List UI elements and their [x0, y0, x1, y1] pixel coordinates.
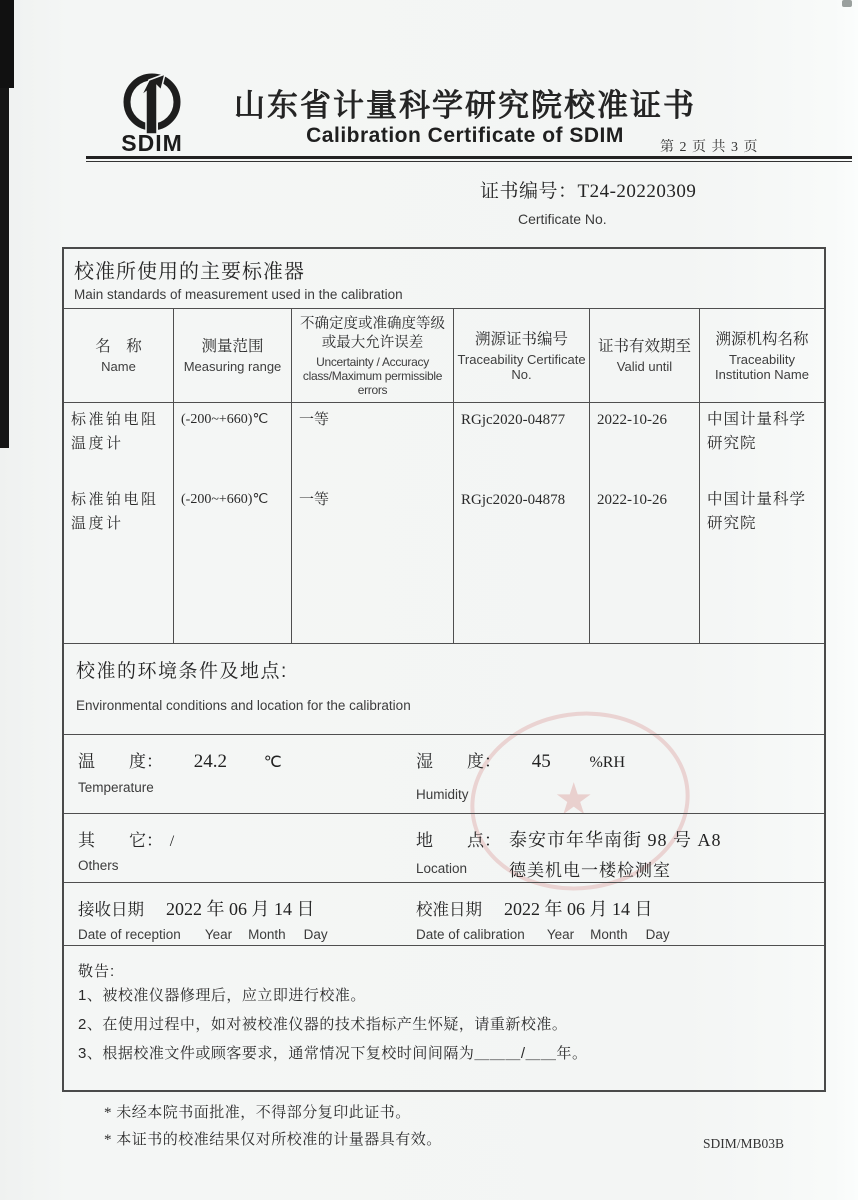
header-rule: [86, 156, 852, 162]
footer-note-2: * 本证书的校准结果仅对所校准的计量器具有效。: [104, 1132, 442, 1148]
environment-title-zh: 校准的环境条件及地点:: [76, 661, 288, 682]
standards-section-title: [64, 249, 824, 309]
temperature-label-en: Temperature: [78, 780, 154, 795]
scan-edge-artifact-top: [0, 0, 14, 88]
table-cell: 标准铂电阻温度计: [71, 412, 159, 452]
col-header-uncertainty: 不确定度或准确度等级或最大允许误差 Uncertainty / Accuracy class/Maximum permissible errors: [292, 309, 454, 402]
notice-item-2: 2、在使用过程中，如对被校准仪器的技术指标产生怀疑，请重新校准。: [78, 1016, 568, 1033]
col-header-traceability-institution: 溯源机构名称 Traceability Institution Name: [715, 330, 809, 382]
col-header-measuring-range: 测量范围 Measuring range: [174, 309, 292, 402]
footer-note-1: * 未经本院书面批准，不得部分复印此证书。: [104, 1105, 411, 1121]
others-label-en: Others: [78, 858, 119, 873]
table-cell: (-200~+660)℃: [181, 492, 269, 507]
location-line1: 泰安市年华南街 98 号 A8: [509, 830, 722, 850]
form-code: SDIM/MB03B: [702, 1136, 784, 1151]
location-label-zh: 地 点：: [416, 831, 501, 850]
notice-section: [64, 946, 824, 1090]
certificate-title-zh: 山东省计量科学研究院校准证书: [234, 88, 696, 123]
calibration-label-en: Date of calibration: [416, 927, 525, 942]
certificate-number-en-label: Certificate No.: [518, 211, 607, 227]
sdim-logo: [100, 72, 204, 164]
column-range: [174, 403, 292, 643]
humidity-block: [414, 735, 824, 813]
certificate-number-block: [480, 176, 852, 227]
standards-table-body: [64, 403, 824, 644]
humidity-label-zh: 湿 度： 45 %RH: [416, 751, 626, 772]
temperature-block: [64, 735, 414, 813]
footer-notes: [104, 1100, 442, 1154]
notice-title: 敬告:: [78, 963, 116, 980]
reception-label-en: Date of reception: [78, 927, 181, 942]
table-cell: 2022-10-26: [597, 492, 667, 508]
certificate-number: 证书编号：T24-20220309: [480, 181, 697, 202]
others-block: [64, 814, 414, 882]
notice-item-1: 1、被校准仪器修理后，应立即进行校准。: [78, 987, 366, 1004]
temperature-value: 24.2: [193, 751, 227, 772]
page-indicator: 第 2 页 共 3 页: [660, 140, 759, 155]
location-block: [414, 814, 824, 882]
dates-row: [64, 883, 824, 946]
table-cell: 一等: [299, 492, 330, 508]
temperature-humidity-row: [64, 735, 824, 814]
table-cell: (-200~+660)℃: [181, 412, 269, 427]
humidity-label-en: Humidity: [416, 787, 469, 802]
sdim-logo-text: SDIM: [121, 130, 183, 156]
others-label-zh: 其 它： /: [78, 831, 175, 850]
certificate-title-en: Calibration Certificate of SDIM: [306, 124, 624, 147]
location-line2: 德美机电一楼检测室: [509, 861, 671, 880]
table-cell: 中国计量科学研究院: [707, 491, 807, 532]
col-header-traceability-cert-no: 溯源证书编号 Traceability Certificate No.: [454, 309, 590, 402]
location-label-en: Location: [416, 861, 468, 876]
column-uncertainty: [292, 403, 454, 643]
humidity-unit: %RH: [589, 754, 626, 771]
humidity-value: 45: [531, 751, 551, 772]
temperature-label-zh: 温 度： 24.2 ℃: [78, 751, 282, 772]
sdim-logo-icon: [113, 72, 191, 136]
standards-table-header: [64, 309, 824, 403]
certificate-main-table: [62, 247, 826, 1092]
table-cell: RGjc2020-04878: [461, 492, 566, 508]
reception-date-block: 接收日期 2022 年 06 月 14 日 Date of reception Year Month Day: [64, 883, 414, 945]
calibration-date-value: 2022 年 06 月 14 日: [504, 899, 653, 919]
table-cell: 2022-10-26: [597, 412, 667, 428]
others-location-row: [64, 814, 824, 883]
table-cell: 标准铂电阻温度计: [71, 492, 159, 532]
column-name: [64, 403, 174, 643]
col-header-name: 名 称 Name: [64, 309, 174, 402]
reception-label-zh: 接收日期: [78, 901, 144, 919]
column-traceability-cert: [454, 403, 590, 643]
scan-corner-speck: [842, 0, 852, 7]
calibration-date-block: 校准日期 2022 年 06 月 14 日 Date of calibration Year Month Day: [414, 883, 824, 945]
col-header-valid-until: 证书有效期至 Valid until: [590, 309, 700, 402]
column-valid-until: [590, 403, 700, 643]
environment-section-title: [64, 644, 824, 735]
standards-title-zh: 校准所使用的主要标准器: [74, 261, 305, 283]
others-value: /: [169, 833, 175, 850]
temperature-unit: ℃: [263, 754, 282, 771]
column-institution: [700, 403, 824, 643]
environment-title-en: Environmental conditions and location for the calibration: [76, 698, 411, 713]
notice-item-3: 3、根据校准文件或顾客要求，通常情况下复校时间间隔为＿＿＿/＿＿年。: [78, 1045, 588, 1062]
table-cell: 一等: [299, 412, 330, 428]
calibration-label-zh: 校准日期: [416, 901, 482, 919]
red-seal-stamp: ★: [470, 712, 690, 890]
table-cell: RGjc2020-04877: [461, 412, 566, 428]
table-cell: 中国计量科学研究院: [707, 411, 807, 452]
standards-title-en: Main standards of measurement used in the calibration: [74, 287, 403, 302]
reception-date-value: 2022 年 06 月 14 日: [166, 899, 315, 919]
